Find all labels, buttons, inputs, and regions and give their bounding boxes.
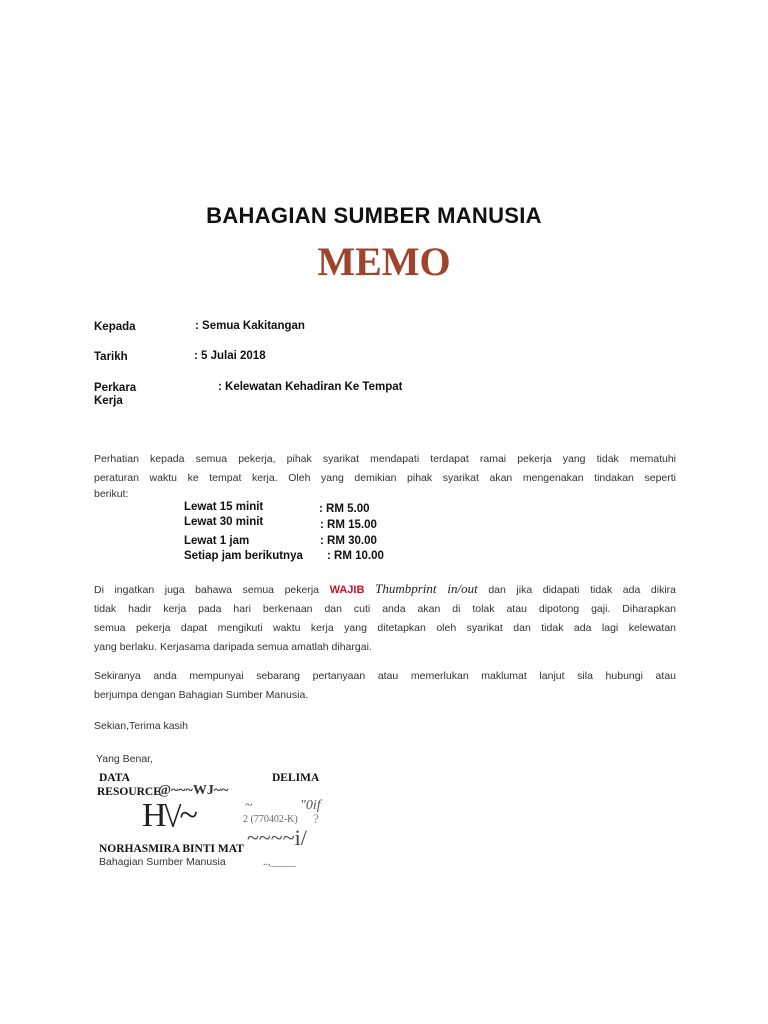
reminder-line (94, 579, 676, 600)
reminder-line: tidak hadir kerja pada hari berkenaan dan cuti anda akan di tolak atau dipotong gaji. Diharapkan (94, 603, 676, 615)
signature-underline: ..,_____ (263, 857, 296, 868)
closing-thanks: Sekian,Terima kasih (94, 720, 188, 732)
contact-line: Sekiranya anda mempunyai sebarang pertanyaan atau memerlukan maklumat lanjut sila hubungi atau (94, 670, 676, 682)
reminder-text: Di ingatkan juga bahawa semua pekerja (94, 584, 330, 596)
intro-line: berikut: (94, 488, 129, 500)
memo-title: MEMO (317, 239, 451, 284)
penalty-amount: : RM 30.00 (320, 535, 377, 547)
company-name-part1: DATA (99, 772, 130, 784)
tarikh-value: : 5 Julai 2018 (194, 350, 266, 362)
intro-line: peraturan waktu ke tempat kerja. Oleh yang demikian pihak syarikat akan mengenakan tindakan seperti (94, 472, 676, 484)
penalty-label: Lewat 15 minit (184, 501, 264, 513)
signatory-department: Bahagian Sumber Manusia (99, 856, 226, 868)
reminder-line: yang berlaku. Kerjasama daripada semua amatlah dihargai. (94, 641, 372, 653)
stamp-scribble: ~~~~i/ (247, 825, 307, 850)
penalty-amount: : RM 10.00 (327, 550, 384, 562)
stamp-scribble: "0if (300, 798, 321, 813)
stamp-scribble: @~~~WJ~~ (158, 783, 229, 798)
penalty-amount: : RM 15.00 (320, 519, 377, 531)
stamp-mark: ~ (245, 798, 253, 813)
penalty-label: Lewat 1 jam (184, 535, 250, 547)
thumbprint-text: Thumbprint in/out (375, 581, 478, 596)
penalty-label: Lewat 30 minit (184, 516, 264, 528)
intro-line: Perhatian kepada semua pekerja, pihak syarikat mendapati terdapat ramai pekerja yang tidak mematuhi (94, 453, 676, 465)
department-heading: BAHAGIAN SUMBER MANUSIA (206, 203, 542, 228)
reminder-line: semua pekerja dapat mengikuti waktu kerja yang ditetapkan oleh syarikat dan tidak ada lagi kelewatan (94, 622, 676, 634)
perkara-label-line2: Kerja (94, 395, 123, 407)
company-registration: 2 (770402-K) (243, 814, 298, 825)
intro-paragraph (94, 450, 676, 504)
contact-line: berjumpa dengan Bahagian Sumber Manusia. (94, 689, 309, 701)
closing-yours: Yang Benar, (96, 753, 154, 765)
penalty-amount: : RM 5.00 (319, 503, 370, 515)
contact-paragraph (94, 667, 676, 705)
penalty-label: Setiap jam berikutnya (184, 550, 303, 562)
tarikh-label: Tarikh (94, 351, 128, 363)
stamp-scribble: ? (313, 811, 319, 826)
kepada-value: : Semua Kakitangan (195, 320, 305, 332)
perkara-label-line1: Perkara (94, 382, 137, 394)
kepada-label: Kepada (94, 321, 136, 333)
signature-initials: H\/~ (142, 797, 196, 834)
perkara-value: : Kelewatan Kehadiran Ke Tempat (218, 381, 403, 393)
reminder-text: dan jika didapati tidak ada dikira (477, 584, 676, 596)
wajib-highlight: WAJIB (329, 584, 365, 596)
reminder-paragraph (94, 579, 676, 657)
company-name-part2: DELIMA (272, 772, 320, 784)
company-name-part3: RESOURCE (97, 786, 161, 798)
signatory-name: NORHASMIRA BINTI MAT (99, 843, 244, 855)
